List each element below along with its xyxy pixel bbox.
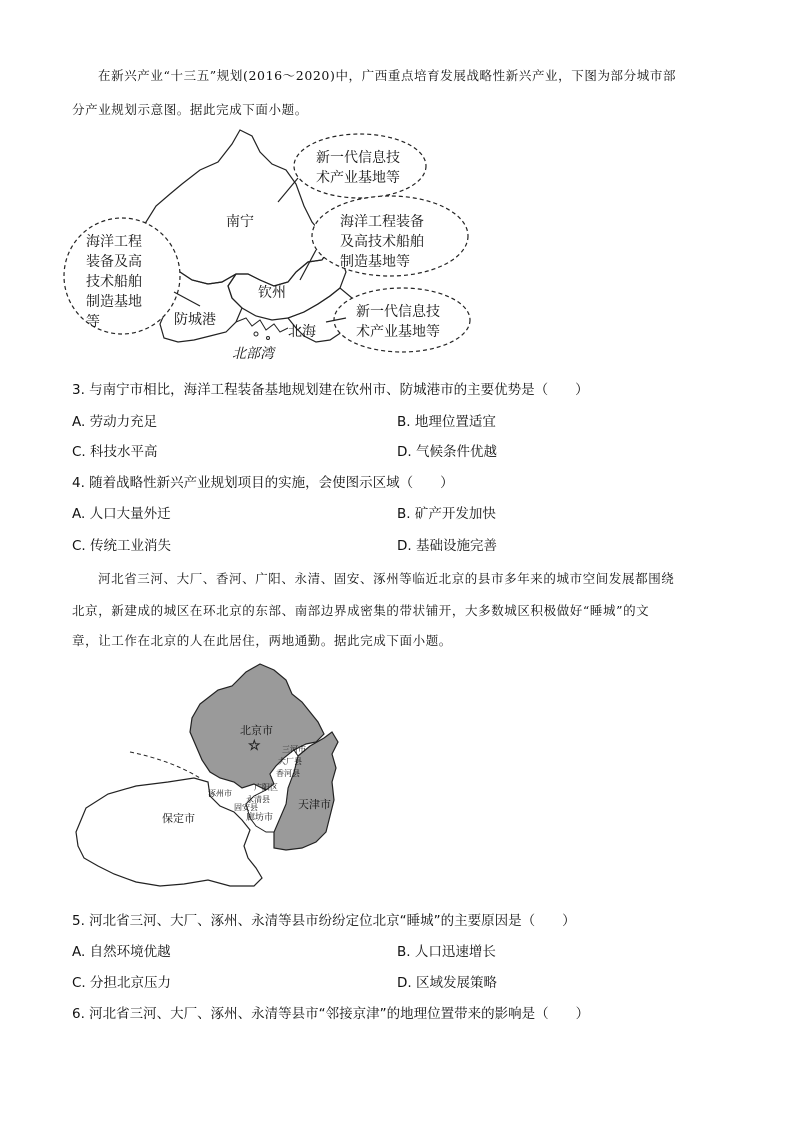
callout-top-line1: 新一代信息技 [316,150,400,166]
q5-option-a[interactable]: A. 自然环境优越 [72,944,171,960]
callout-mid-line3: 制造基地等 [340,254,410,270]
label-fangchenggang: 防城港 [174,312,216,328]
q3-option-b[interactable]: B. 地理位置适宜 [397,414,496,430]
passage1-line2: 分产业规划示意图。据此完成下面小题。 [72,102,308,117]
label-nanning: 南宁 [226,214,254,230]
label-beijing: 北京市 [240,724,273,737]
callout-left-line3: 技术船舶 [86,274,142,290]
callout-bottom-line2: 术产业基地等 [356,324,440,340]
q5-stem: 5. 河北省三河、大厂、涿州、永清等县市纷纷定位北京“睡城”的主要原因是（ ） [72,913,576,929]
q3-option-d[interactable]: D. 气候条件优越 [397,444,497,460]
label-baoding: 保定市 [162,812,195,825]
jingjinji-map [70,660,360,892]
q5-option-b[interactable]: B. 人口迅速增长 [397,944,496,960]
passage1-line1: 在新兴产业“十三五”规划(2016～2020)中，广西重点培育发展战略性新兴产业，下图为部分城市部 [98,68,677,83]
passage2-line2: 北京，新建成的城区在环北京的东部、南部边界成密集的带状铺开，大多数城区积极做好“睡城”的文 [72,603,650,618]
label-beihai: 北海 [288,324,316,340]
label-guangyang: 广阳区 [254,783,278,792]
label-sanhe: 三河市 [282,745,306,754]
q4-option-a[interactable]: A. 人口大量外迁 [72,506,171,522]
label-tianjin: 天津市 [298,798,331,811]
callout-left-line4: 制造基地 [86,294,142,310]
guangxi-map [60,122,480,362]
callout-bottom-line1: 新一代信息技 [356,304,440,320]
q4-option-d[interactable]: D. 基础设施完善 [397,538,497,554]
baoding-region [76,778,262,886]
passage2-line3: 章，让工作在北京的人在此居住，两地通勤。据此完成下面小题。 [72,633,452,648]
callout-left-line5: 等 [86,314,100,330]
q5-option-c[interactable]: C. 分担北京压力 [72,975,172,991]
q6-stem: 6. 河北省三河、大厂、涿州、永清等县市“邻接京津”的地理位置带来的影响是（ ） [72,1006,590,1022]
q3-stem: 3. 与南宁市相比，海洋工程装备基地规划建在钦州市、防城港市的主要优势是（ ） [72,382,589,398]
label-langfang: 廊坊市 [246,813,274,823]
beijing-star-icon: ☆ [248,738,261,754]
q4-option-c[interactable]: C. 传统工业消失 [72,538,172,554]
label-dachang: 大厂县 [278,757,302,766]
label-guan: 固安县 [234,803,258,812]
q4-option-b[interactable]: B. 矿产开发加快 [397,506,496,522]
callout-mid-line2: 及高技术船舶 [340,234,424,250]
q4-stem: 4. 随着战略性新兴产业规划项目的实施，会使图示区域（ ） [72,475,454,491]
callout-mid-line1: 海洋工程装备 [340,214,424,230]
label-beibuwan: 北部湾 [232,346,274,362]
q3-option-c[interactable]: C. 科技水平高 [72,444,158,460]
callout-left-line1: 海洋工程 [86,234,142,250]
callout-top-line2: 术产业基地等 [316,170,400,186]
label-xianghe: 香河县 [276,769,300,778]
q5-option-d[interactable]: D. 区域发展策略 [397,975,497,991]
label-qinzhou: 钦州 [258,285,286,301]
callout-left-line2: 装备及高 [86,254,142,270]
passage2-line1: 河北省三河、大厂、香河、广阳、永清、固安、涿州等临近北京的县市多年来的城市空间发展都围绕 [98,571,675,586]
label-yongqing: 永清县 [246,795,270,804]
q3-option-a[interactable]: A. 劳动力充足 [72,414,158,430]
label-zhuozhou: 涿州市 [208,789,232,798]
